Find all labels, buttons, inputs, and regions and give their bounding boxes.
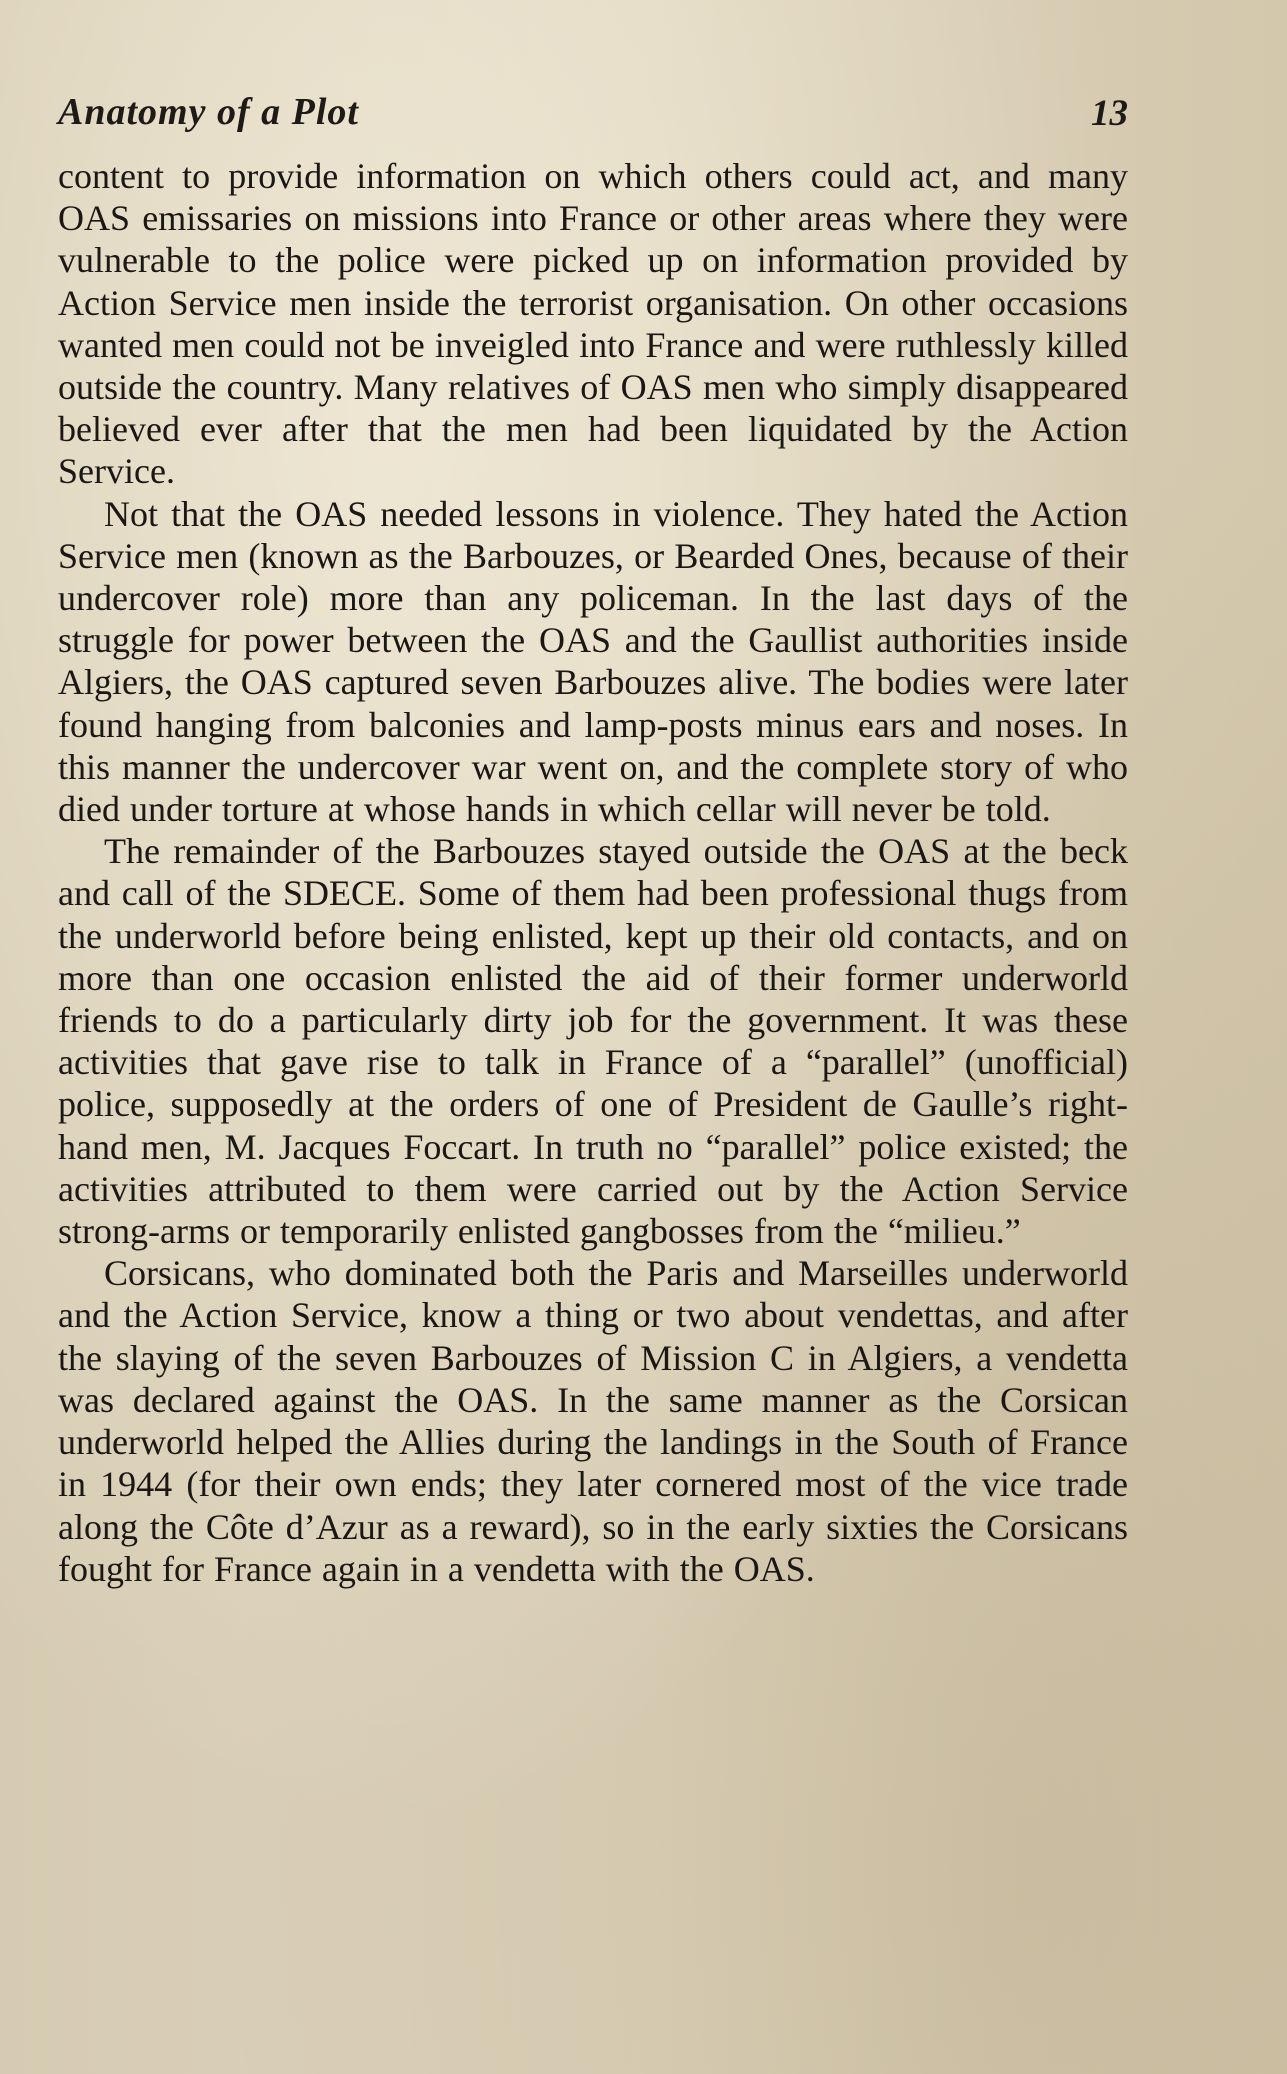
paragraph-3: The remainder of the Barbouzes stayed outside the OAS at the beck and call of the SDECE. Some of them had been professional thugs from the underworld before being enlisted, kept up their old contacts, and on more than one occasion enlisted the aid of their former underworld friends to do a particularly dirty job for the government. It was these activities that gave rise to talk in France of a “parallel” (unofficial) police, supposedly at the orders of one of President de Gaulle’s right-hand men, M. Jacques Foccart. In truth no “parallel” police existed; the activities attributed to them were carried out by the Action Service strong-arms or temporarily enlisted gangbosses from the “milieu.” (58, 831, 1128, 1252)
paragraph-2: Not that the OAS needed lessons in violence. They hated the Action Service men (known as the Barbouzes, or Bearded Ones, because of their undercover role) more than any policeman. In the last days of the struggle for power between the OAS and the Gaullist authorities inside Algiers, the OAS captured seven Barbouzes alive. The bodies were later found hanging from balconies and lamp-posts minus ears and noses. In this manner the undercover war went on, and the complete story of who died under torture at whose hands in which cellar will never be told. (58, 493, 1128, 830)
body-text (58, 155, 1128, 1590)
paragraph-4: Corsicans, who dominated both the Paris and Marseilles underworld and the Action Service, know a thing or two about vendettas, and after the slaying of the seven Barbouzes of Mission C in Algiers, a vendetta was declared against the OAS. In the same manner as the Corsican underworld helped the Allies during the landings in the South of France in 1944 (for their own ends; they later cornered most of the vice trade along the Côte d’Azur as a reward), so in the early sixties the Corsicans fought for France again in a vendetta with the OAS. (58, 1253, 1128, 1589)
running-title: Anatomy of a Plot (58, 91, 359, 133)
running-header (58, 90, 1128, 140)
page-number: 13 (1091, 93, 1128, 134)
paragraph-1: content to provide information on which others could act, and many OAS emissaries on missions into France or other areas where they were vulnerable to the police were picked up on information provided by Action Service men inside the terrorist organisation. On other occasions wanted men could not be inveigled into France and were ruthlessly killed outside the country. Many relatives of OAS men who simply disappeared believed ever after that the men had been liquidated by the Action Service. (58, 156, 1128, 492)
